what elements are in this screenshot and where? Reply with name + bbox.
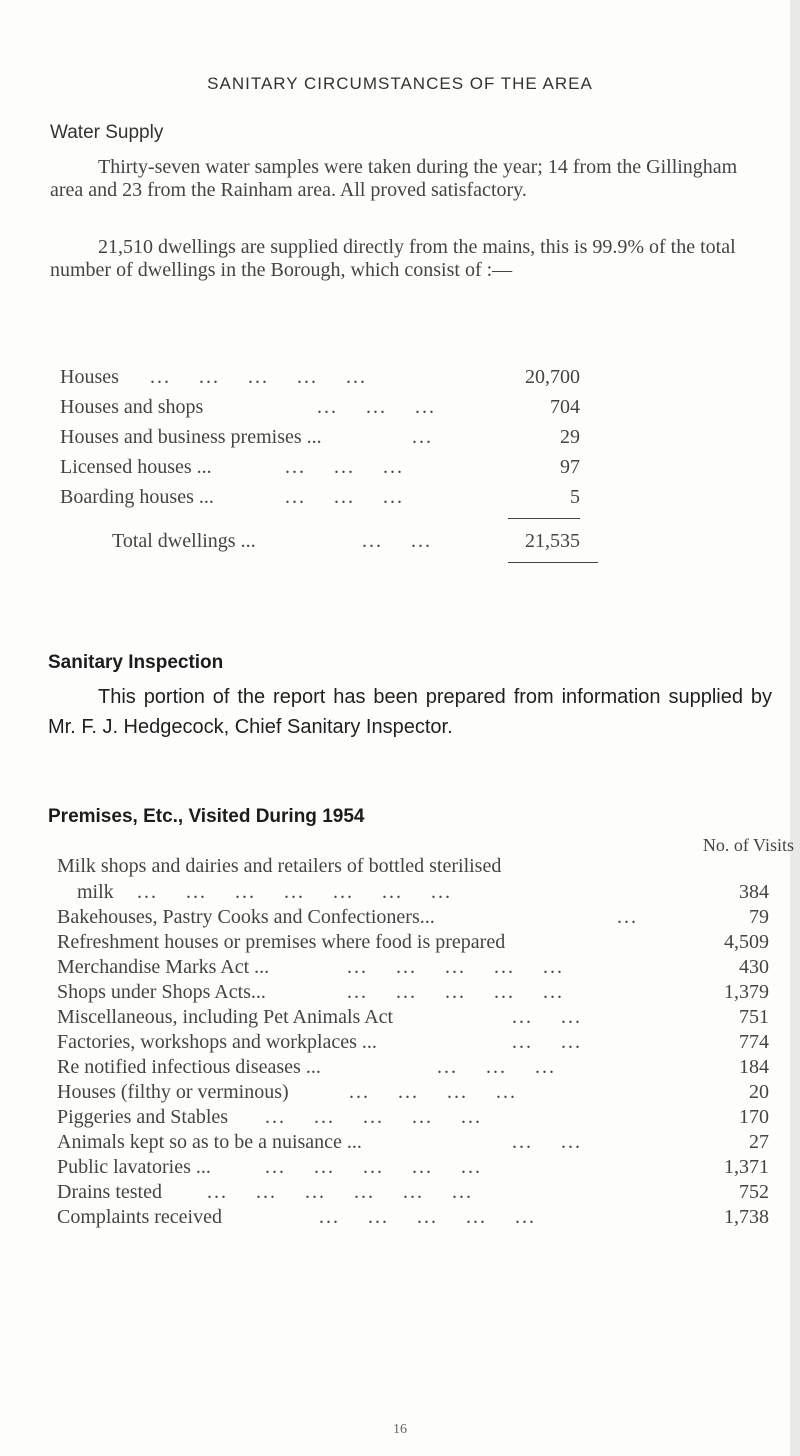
leader-dots: ... ... [512, 1031, 582, 1053]
dwellings-row-label: Boarding houses ... [60, 486, 214, 508]
premises-row-value: 184 [739, 1056, 769, 1078]
leader-dots: ... ... ... [285, 456, 404, 478]
premises-row [57, 1081, 769, 1107]
premises-row-value: 1,379 [724, 981, 769, 1003]
premises-row-value: 27 [749, 1131, 769, 1153]
premises-row [57, 1106, 769, 1132]
premises-first-line [57, 855, 657, 881]
premises-row [57, 931, 769, 957]
water-paragraph-2 [50, 236, 760, 282]
premises-row-label: Merchandise Marks Act ... [57, 956, 270, 978]
premises-row-value: 751 [739, 1006, 769, 1028]
premises-row-value: 79 [749, 906, 769, 928]
premises-row [57, 1006, 769, 1032]
leader-dots: ... ... ... ... ... [347, 981, 564, 1003]
water-paragraph-1-text: Thirty-seven water samples were taken during the year; 14 from the Gillingham area and 23 from the Rainham area. All proved satisfactory. [50, 156, 738, 201]
leader-dots: ... ... ... ... [349, 1081, 517, 1103]
water-paragraph-2-text: 21,510 dwellings are supplied directly from the mains, this is 99.9% of the total number of dwellings in the Borough, which consist of :— [50, 236, 736, 281]
dwellings-row-label: Houses and shops [60, 396, 204, 418]
dwellings-row-value: 20,700 [525, 366, 580, 388]
dwellings-row [60, 366, 580, 392]
premises-row-value: 20 [749, 1081, 769, 1103]
premises-row-label: Houses (filthy or verminous) [57, 1081, 289, 1103]
premises-row-label: Animals kept so as to be a nuisance ... [57, 1131, 362, 1153]
premises-row-label: Refreshment houses or premises where food is prepared [57, 931, 506, 953]
leader-dots: ... ... [512, 1131, 582, 1153]
premises-row-label: Miscellaneous, including Pet Animals Act [57, 1006, 394, 1028]
leader-dots: ... ... ... [285, 486, 404, 508]
dwellings-total-value: 21,535 [525, 530, 580, 552]
premises-row-label: Complaints received [57, 1206, 222, 1228]
premises-row-label: Bakehouses, Pastry Cooks and Confectioners... [57, 906, 435, 928]
leader-dots: ... ... ... ... ... ... [207, 1181, 473, 1203]
premises-row-value: 1,371 [724, 1156, 769, 1178]
leader-dots: ... ... ... ... ... [265, 1106, 482, 1128]
premises-first-line-text: Milk shops and dairies and retailers of bottled sterilised [57, 855, 502, 877]
premises-row-label: milk [77, 881, 114, 903]
water-paragraph-1 [50, 156, 760, 202]
water-supply-title: Water Supply [50, 122, 164, 143]
premises-row [57, 1206, 769, 1232]
premises-row [57, 1031, 769, 1057]
dwellings-row-value: 29 [560, 426, 580, 448]
leader-dots: ... ... ... ... ... ... ... [137, 881, 452, 903]
leader-dots: ... ... [362, 530, 432, 552]
dwellings-row-label: Licensed houses ... [60, 456, 212, 478]
dwellings-row-label: Houses and business premises ... [60, 426, 322, 448]
page-edge [790, 0, 800, 1456]
dwellings-total-row [60, 530, 580, 556]
premises-row-value: 4,509 [724, 931, 769, 953]
leader-dots: ... [617, 906, 638, 928]
subtotal-rule [508, 518, 580, 519]
page-heading: SANITARY CIRCUMSTANCES OF THE AREA [207, 74, 593, 93]
premises-row [57, 1056, 769, 1082]
premises-row [57, 1156, 769, 1182]
leader-dots: ... [412, 426, 433, 448]
leader-dots: ... ... ... ... ... [319, 1206, 536, 1228]
leader-dots: ... ... ... ... ... [347, 956, 564, 978]
premises-row-value: 384 [739, 881, 769, 903]
dwellings-row [60, 486, 580, 512]
dwellings-row-value: 5 [570, 486, 580, 508]
premises-row-label: Shops under Shops Acts... [57, 981, 266, 1003]
premises-row-label: Public lavatories ... [57, 1156, 211, 1178]
dwellings-row-label: Houses [60, 366, 119, 388]
premises-row [57, 956, 769, 982]
premises-row [57, 906, 769, 932]
premises-row-value: 1,738 [724, 1206, 769, 1228]
premises-row-label: Piggeries and Stables [57, 1106, 229, 1128]
premises-row [57, 1131, 769, 1157]
leader-dots: ... ... [512, 1006, 582, 1028]
premises-row-value: 752 [739, 1181, 769, 1203]
premises-row [57, 881, 769, 907]
dwellings-row [60, 456, 580, 482]
premises-title: Premises, Etc., Visited During 1954 [48, 806, 365, 827]
inspection-paragraph-text: This portion of the report has been prepared from information supplied by Mr. F. J. Hedgecock, Chief Sanitary Inspector. [48, 686, 772, 738]
premises-row [57, 1181, 769, 1207]
dwellings-row-value: 704 [550, 396, 580, 418]
premises-row-value: 774 [739, 1031, 769, 1053]
premises-row [57, 981, 769, 1007]
inspection-paragraph [48, 682, 772, 742]
dwellings-row [60, 426, 580, 452]
page-number: 16 [393, 1422, 407, 1437]
premises-row-value: 430 [739, 956, 769, 978]
leader-dots: ... ... ... [317, 396, 436, 418]
leader-dots: ... ... ... [437, 1056, 556, 1078]
premises-row-label: Re notified infectious diseases ... [57, 1056, 321, 1078]
sanitary-inspection-title: Sanitary Inspection [48, 652, 224, 673]
dwellings-total-label: Total dwellings ... [112, 530, 256, 552]
dwellings-row [60, 396, 580, 422]
premises-row-value: 170 [739, 1106, 769, 1128]
premises-row-label: Factories, workshops and workplaces ... [57, 1031, 377, 1053]
dwellings-row-value: 97 [560, 456, 580, 478]
leader-dots: ... ... ... ... ... [150, 366, 367, 388]
premises-row-label: Drains tested [57, 1181, 162, 1203]
visits-column-header: No. of Visits [702, 835, 794, 855]
leader-dots: ... ... ... ... ... [265, 1156, 482, 1178]
total-rule [508, 562, 598, 563]
